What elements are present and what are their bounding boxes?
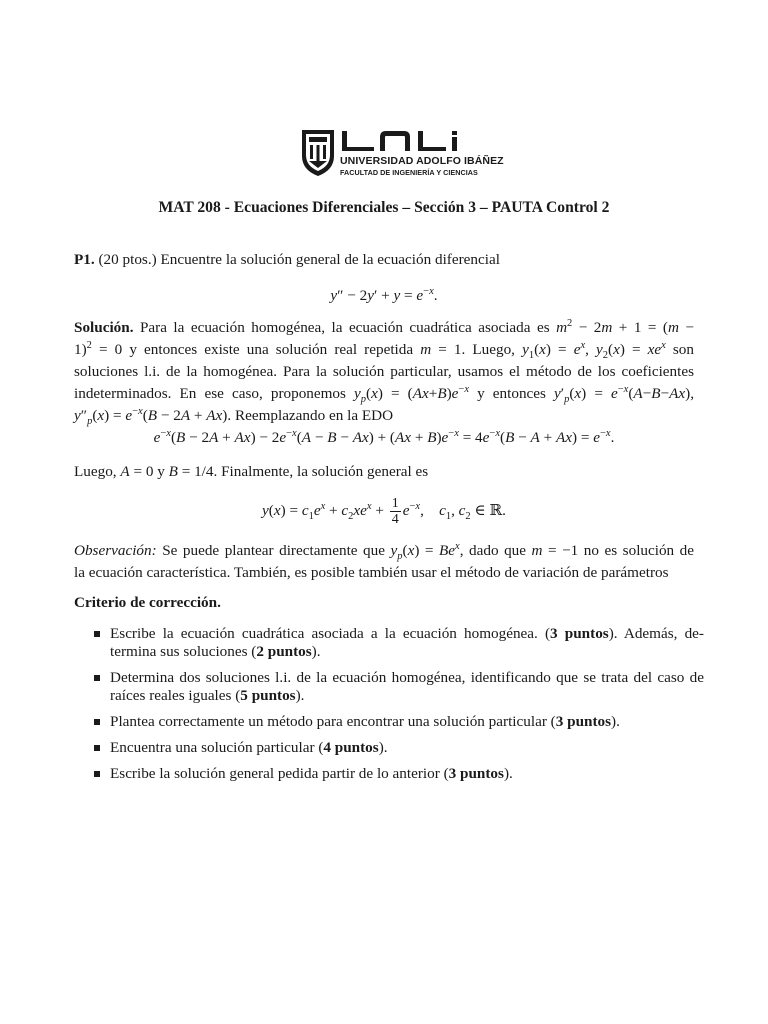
list-item-continuation: termina sus soluciones (2 puntos). xyxy=(110,643,321,660)
university-crest-icon xyxy=(300,128,336,178)
university-logo xyxy=(300,128,504,178)
problem-text: (20 ptos.) Encuentre la solución general de la ecuación diferencial xyxy=(94,251,500,268)
substitution-equation: $e^{-x}(B - 2A + Ax) - 2e^{-x}(A - B - Ax) + (Ax + B)e^{-x} = 4e^{-x}(B - A + Ax) = e^{-x}$. xyxy=(153,427,615,446)
differential-equation: $y'' - 2y' + y = e^{-x}$. xyxy=(330,285,438,304)
solution-line-4: indeterminados. En ese caso, proponemos $y_p(x) = (Ax+B)e^{-x}$ y entonces $y'_p(x) = e^{-x}(A-B-Ax)$, xyxy=(74,383,694,406)
bullet-icon xyxy=(94,719,100,725)
bullet-icon xyxy=(94,675,100,681)
list-item: Determina dos soluciones l.i. de la ecuación homogénea, identificando que se trata del caso de xyxy=(110,669,704,686)
observation-line-1: Observación: Se puede plantear directamente que $y_p(x) = Be^x$, dado que m = −1 no es solución de xyxy=(74,540,695,563)
university-name: UNIVERSIDAD ADOLFO IBÁÑEZ xyxy=(340,155,504,167)
bullet-icon xyxy=(94,631,100,637)
problem-label: P1. xyxy=(74,251,95,268)
faculty-name: FACULTAD DE INGENIERÍA Y CIENCIAS xyxy=(340,168,478,177)
solution-line-2: 1)$^2$ = 0 y entonces existe una solución real repetida m = 1. Luego, $y_1(x) = e^x$, $y_2(x) = xe^x$ son xyxy=(74,339,694,362)
bullet-icon xyxy=(94,771,100,777)
solution-line-3: soluciones l.i. de la homogénea. Para la solución particular, usamos el método de los coeficientes xyxy=(74,363,694,380)
list-item: Plantea correctamente un método para encontrar una solución particular (3 puntos). xyxy=(110,713,620,730)
general-solution-equation: $y(x) = c_1e^x + c_2xe^x$ + $\frac{1}{4}$ $e^{-x}$, $c_1$, $c_2$ ∈ ℝ. xyxy=(262,496,506,528)
solution-line-5: $y''_p(x) = e^{-x}(B - 2A + Ax)$. Reemplazando en la EDO xyxy=(74,405,394,428)
list-item: Escribe la solución general pedida partir de lo anterior (3 puntos). xyxy=(110,765,513,782)
problem-statement xyxy=(74,250,500,270)
document-title: MAT 208 - Ecuaciones Diferenciales – Sección 3 – PAUTA Control 2 xyxy=(158,199,610,216)
coefficients-result: Luego, A = 0 y B = 1/4. Finalmente, la solución general es xyxy=(74,463,429,480)
criteria-heading: Criterio de corrección. xyxy=(74,594,221,611)
solution-line-1: Solución. Para la ecuación homogénea, la ecuación cuadrática asociada es $m^2 - 2m + 1 = (m$ − xyxy=(74,317,694,336)
uai-wordmark-icon xyxy=(340,129,480,153)
solution-label: Solución. xyxy=(74,319,134,336)
observation-label: Observación: xyxy=(74,542,157,559)
list-item-continuation: raíces reales iguales (5 puntos). xyxy=(110,687,305,704)
bullet-icon xyxy=(94,745,100,751)
list-item: Escribe la ecuación cuadrática asociada a la ecuación homogénea. (3 puntos). Además, de- xyxy=(110,625,704,642)
observation-line-2: la ecuación característica. También, es posible también usar el método de variación de parámetros xyxy=(74,564,669,581)
list-item: Encuentra una solución particular (4 puntos). xyxy=(110,739,388,756)
